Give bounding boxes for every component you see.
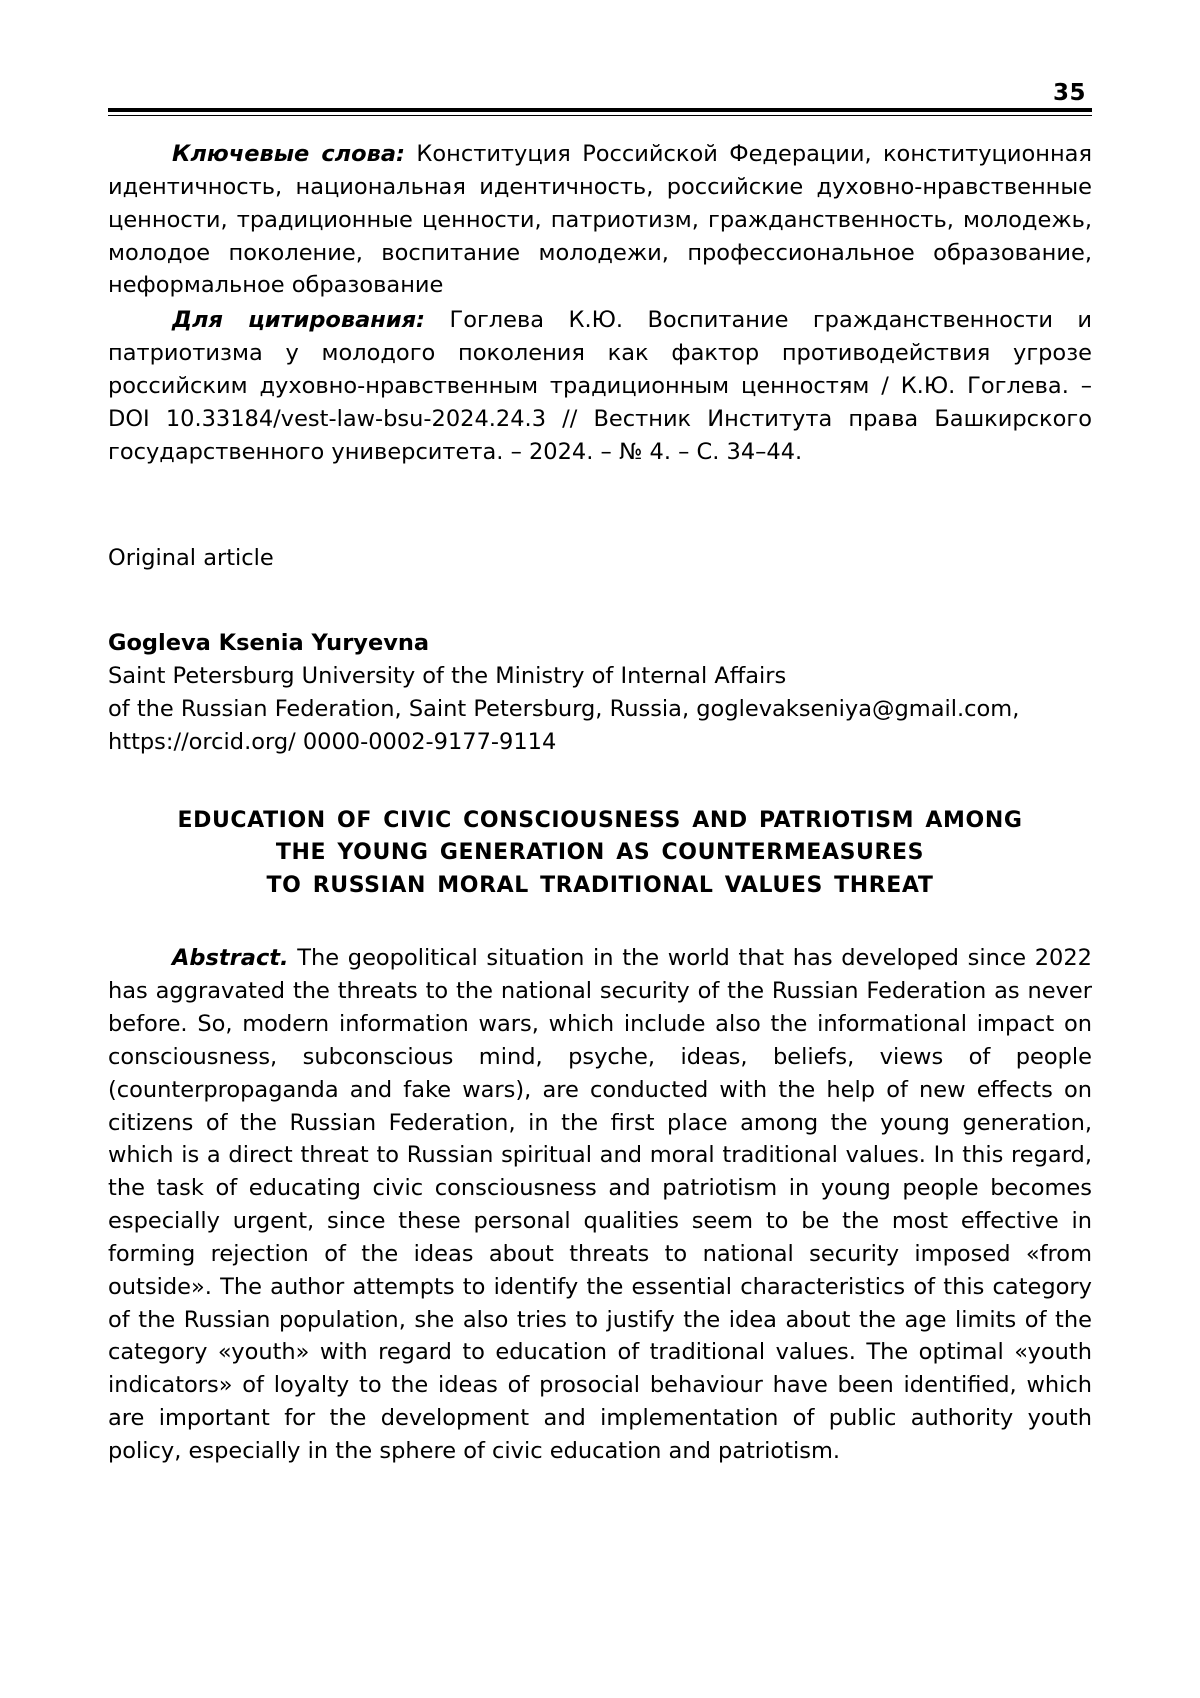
keywords-paragraph xyxy=(108,138,1092,302)
abstract-paragraph xyxy=(108,942,1092,1468)
page-header xyxy=(108,72,1092,106)
author-block xyxy=(108,627,1092,758)
article-title-line-2: THE YOUNG GENERATION AS COUNTERMEASURES xyxy=(275,840,925,866)
abstract-text: The geopolitical situation in the world that has developed since 2022 has aggravated the threats to the national security of the Russian Federation as never before. So, modern information wars, which include also the informational impact on consciousness, subconscious mind, psyche, ideas, beliefs, views of people (counterpropaganda and fake wars), are conducted with the help of new effects on citizens of the Russian Federation, in the first place among the young generation, which is a direct threat to Russian spiritual and moral traditional values. In this regard, the task of educating civic consciousness and patriotism in young people becomes especially urgent, since these personal qualities seem to be the most effective in forming rejection of the ideas about threats to national security imposed «from outside». The author attempts to identify the essential characteristics of this category of the Russian population, she also tries to justify the idea about the age limits of the category «youth» with regard to education of traditional values. The optimal «youth indicators» of loyalty to the ideas of prosocial behaviour have been identified, which are important for the development and implementation of public authority youth policy, especially in the sphere of civic education and patriotism. xyxy=(108,945,1092,1464)
article-title-en xyxy=(108,805,1092,903)
keywords-block xyxy=(108,138,1092,302)
keywords-label: Ключевые слова: xyxy=(172,141,406,167)
citation-text: Гоглева К.Ю. Воспитание гражданственности и патриотизма у молодого поколения как фактор противодействия угрозе российским духовно-нравственным традиционным ценностям / К.Ю. Гоглева. – DOI 10.33184/vest-law-bsu-2024.24.3 // Вестник Института права Башкирского государственного университета. – 2024. – № 4. – С. 34–44. xyxy=(108,307,1092,465)
citation-block xyxy=(108,304,1092,468)
header-rule-thick xyxy=(108,108,1092,112)
author-affiliation-line-2: of the Russian Federation, Saint Petersburg, Russia, goglevakseniya@gmail.com, xyxy=(108,695,1020,722)
article-type: Original article xyxy=(108,545,274,572)
abstract-label: Abstract. xyxy=(172,945,289,972)
article-type-block xyxy=(108,542,1092,575)
article-title-line-1: EDUCATION OF CIVIC CONSCIOUSNESS AND PATRIOTISM AMONG xyxy=(177,807,1023,833)
article-title-line-3: TO RUSSIAN MORAL TRADITIONAL VALUES THREAT xyxy=(266,872,934,898)
abstract-block xyxy=(108,942,1092,1468)
header-rule-thin xyxy=(108,115,1092,116)
author-name: Gogleva Ksenia Yuryevna xyxy=(108,630,430,657)
keywords-text: Конституция Российской Федерации, конституционная идентичность, национальная идентичность, российские духовно-нравственные ценности, традиционные ценности, патриотизм, гражданственность, молодежь, молодое поколение, воспитание молодежи, профессиональное образование, неформальное образование xyxy=(108,141,1092,299)
page-number: 35 xyxy=(1052,80,1086,106)
author-affiliation-line-1: Saint Petersburg University of the Ministry of Internal Affairs xyxy=(108,663,787,690)
author-orcid: https://orcid.org/ 0000-0002-9177-9114 xyxy=(108,728,557,755)
citation-paragraph xyxy=(108,304,1092,468)
citation-label: Для цитирования: xyxy=(172,307,426,334)
